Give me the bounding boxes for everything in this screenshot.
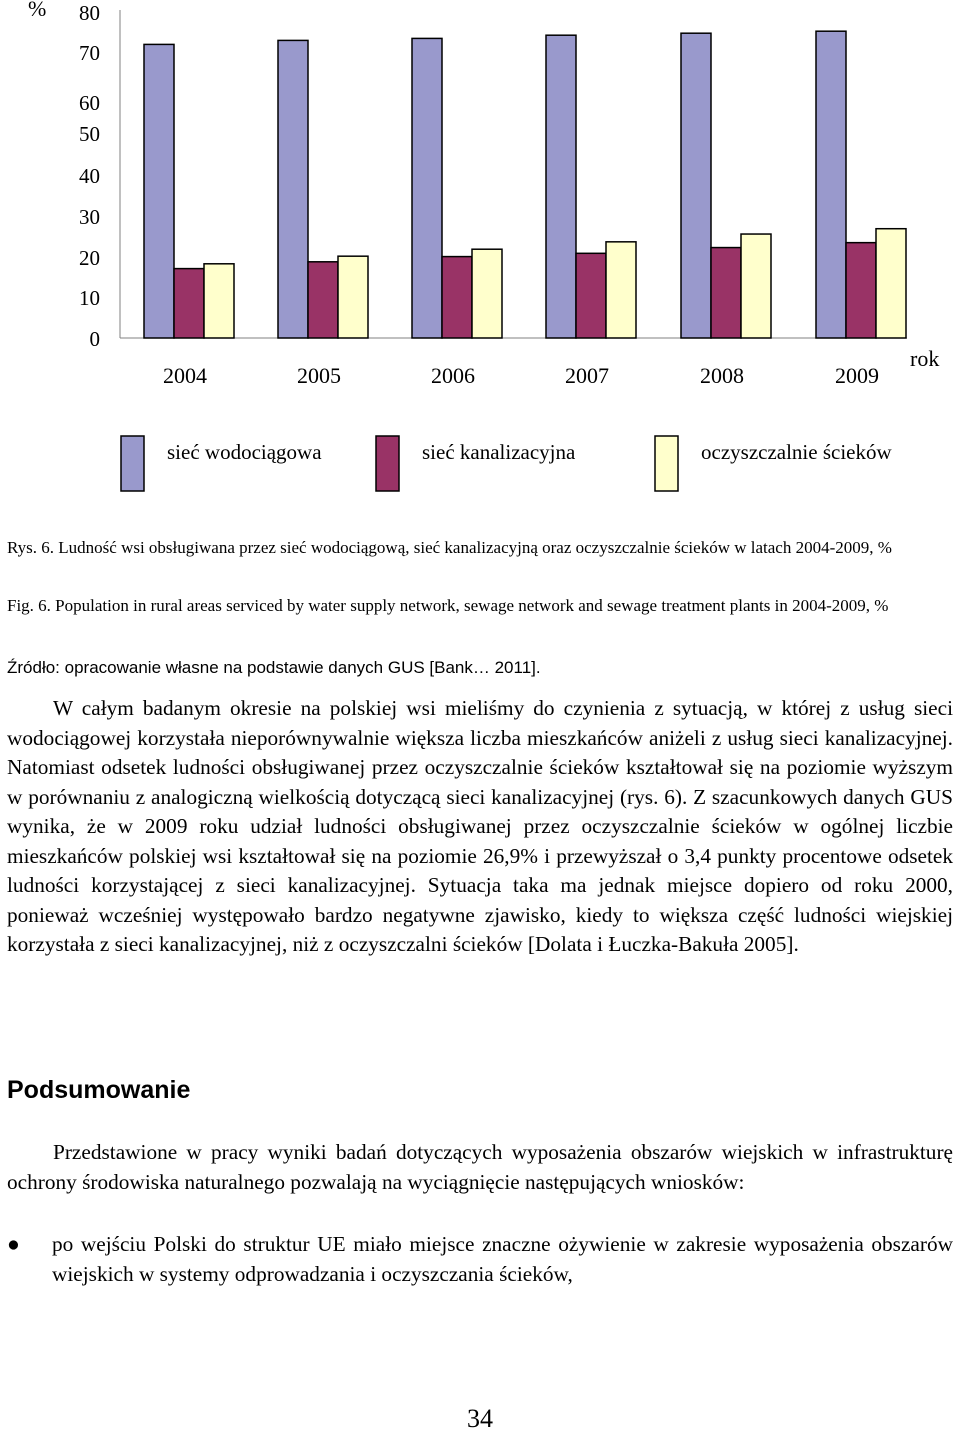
x-axis-ticks	[163, 363, 879, 388]
y-tick-label: 30	[79, 205, 100, 229]
x-tick-label: 2007	[565, 363, 609, 388]
bar	[546, 35, 576, 338]
page-number: 34	[467, 1404, 493, 1433]
y-tick-label: 50	[79, 122, 100, 146]
x-tick-label: 2006	[431, 363, 475, 388]
x-tick-label: 2005	[297, 363, 341, 388]
legend-label: sieć kanalizacyjna	[422, 440, 576, 464]
legend-swatch	[121, 436, 144, 491]
bar	[846, 243, 876, 338]
bar	[174, 269, 204, 338]
body-paragraph: Przedstawione w pracy wyniki badań dotyczących wyposażenia obszarów wiejskich w infrastrukturę ochrony środowiska naturalnego pozwalają na wyciągnięcie następujących wniosków:	[7, 1140, 953, 1194]
y-axis-label: %	[28, 0, 47, 21]
list-item-text: po wejściu Polski do struktur UE miało miejsce znaczne ożywienie w zakresie wyposażenia obszarów wiejskich w systemy odprowadzania i oczyszczania ścieków,	[52, 1232, 953, 1286]
figure-source: Źródło: opracowanie własne na podstawie danych GUS [Bank… 2011].	[7, 658, 541, 677]
legend-label: sieć wodociągowa	[167, 440, 322, 464]
y-tick-label: 80	[79, 1, 100, 25]
bar	[308, 262, 338, 338]
bar	[606, 242, 636, 338]
bar-chart	[0, 0, 960, 500]
x-tick-label: 2008	[700, 363, 744, 388]
bullet-icon: ●	[7, 1232, 20, 1256]
bars	[144, 31, 906, 338]
x-axis-label: rok	[910, 346, 940, 371]
bar	[338, 256, 368, 338]
legend-label: oczyszczalnie ścieków	[701, 440, 892, 464]
y-tick-label: 40	[79, 164, 100, 188]
bar	[681, 33, 711, 338]
list-item	[7, 1230, 953, 1289]
x-tick-label: 2004	[163, 363, 207, 388]
bar	[816, 31, 846, 338]
body-paragraph: W całym badanym okresie na polskiej wsi mieliśmy do czynienia z sytuacją, w której z usług sieci wodociągowej korzystała nieporównywalnie większa liczba mieszkańców aniżeli z usług sieci kanalizacyjnej. Natomiast odsetek ludności obsługiwanej przez oczyszczalnie ścieków kształtował się na poziomie wyższym w porównaniu z analogiczną wielkością dotyczącą sieci kanalizacyjnej (rys. 6). Z szacunkowych danych GUS wynika, że w 2009 roku udział ludności obsługiwanej przez oczyszczalnie ścieków w ogólnej liczbie mieszkańców polskiej wsi kształtował się na poziomie 26,9% i przewyższał o 3,4 punkty procentowe odsetek ludności korzystającej z sieci kanalizacyjnej. Sytuacja taka ma jednak miejsce dopiero od roku 2000, ponieważ wcześniej występowało bardzo negatywne zjawisko, kiedy to większa część ludności wiejskiej korzystała z sieci kanalizacyjnej, niż z oczyszczalni ścieków [Dolata i Łuczka-Bakuła 2005].	[7, 696, 953, 956]
x-tick-label: 2009	[835, 363, 879, 388]
y-tick-label: 20	[79, 246, 100, 270]
legend	[121, 436, 892, 491]
bar	[711, 248, 741, 338]
bar	[472, 249, 502, 338]
bar	[204, 264, 234, 338]
y-tick-label: 60	[79, 91, 100, 115]
bar	[576, 253, 606, 338]
legend-swatch	[655, 436, 678, 491]
bar	[741, 234, 771, 338]
bar	[442, 257, 472, 338]
bar	[412, 38, 442, 338]
y-tick-label: 10	[79, 286, 100, 310]
bar	[144, 44, 174, 338]
legend-swatch	[376, 436, 399, 491]
figure-caption-polish: Rys. 6. Ludność wsi obsługiwana przez sieć wodociągową, sieć kanalizacyjną oraz oczyszczalnie ścieków w latach 2004-2009, %	[7, 538, 892, 557]
y-axis-ticks	[79, 1, 100, 351]
section-heading: Podsumowanie	[7, 1076, 191, 1104]
figure-caption-english: Fig. 6. Population in rural areas serviced by water supply network, sewage network and sewage treatment plants in 2004-2009, %	[7, 596, 889, 615]
bar	[876, 229, 906, 338]
y-tick-label: 70	[79, 41, 100, 65]
y-tick-label: 0	[89, 327, 100, 351]
bar	[278, 40, 308, 338]
